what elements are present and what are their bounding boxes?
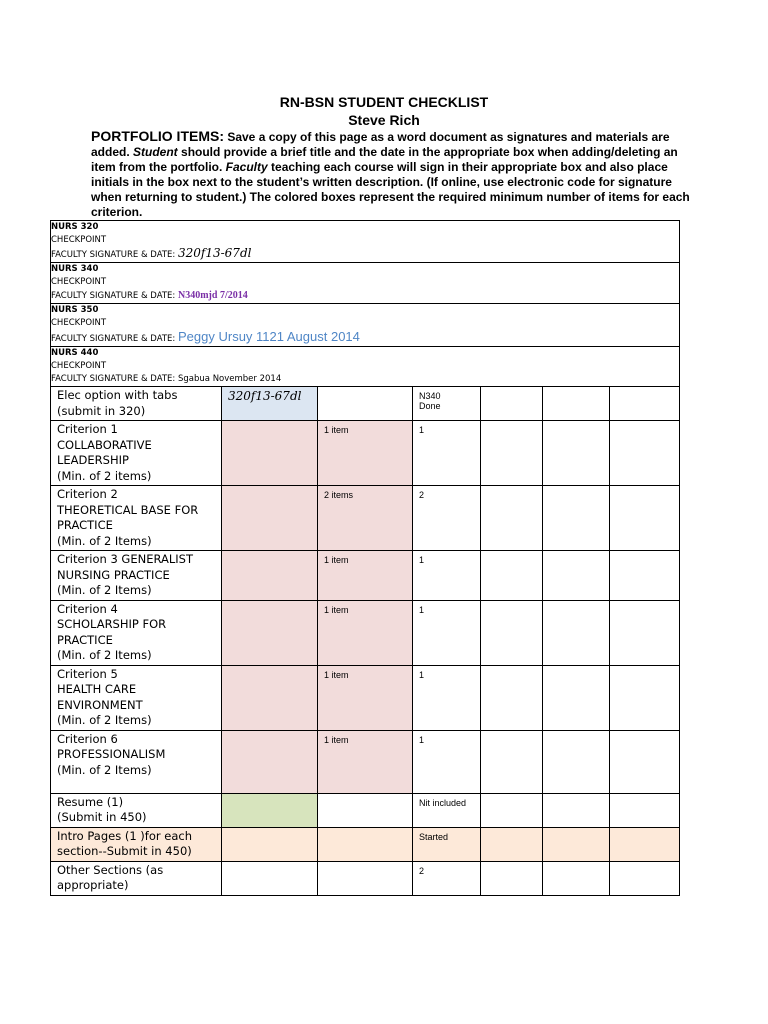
row-label: Intro Pages (1 )for each section--Submit in 450)	[51, 827, 222, 861]
required-cell	[222, 665, 318, 730]
table-row-criterion-1	[51, 421, 680, 486]
signature-cell: 320f13-67dl	[222, 387, 318, 421]
course-row-nurs-350	[51, 304, 680, 347]
empty-cell	[481, 827, 543, 861]
course-code: NURS 320	[51, 222, 99, 232]
item-count-cell: 1 item	[318, 600, 413, 665]
empty-cell	[610, 665, 680, 730]
empty-cell	[543, 600, 610, 665]
note-cell: 1	[413, 551, 481, 601]
empty-cell	[610, 551, 680, 601]
faculty-signature: N340mjd 7/2014	[178, 290, 248, 301]
empty-cell	[543, 861, 610, 895]
empty-cell	[481, 600, 543, 665]
table-row-criterion-2	[51, 486, 680, 551]
empty-cell	[481, 730, 543, 793]
row-label: Criterion 5 HEALTH CARE ENVIRONMENT (Min. of 2 Items)	[51, 665, 222, 730]
portfolio-instructions	[91, 129, 691, 220]
checkpoint-label: CHECKPOINT	[51, 235, 107, 245]
item-count-cell	[318, 861, 413, 895]
row-label: Criterion 2 THEORETICAL BASE FOR PRACTICE (Min. of 2 Items)	[51, 486, 222, 551]
row-label: Other Sections (as appropriate)	[51, 861, 222, 895]
instructions-text-1: Save a copy of this page as a word document as signatures and materials are added.	[91, 130, 670, 159]
note-cell: Nit included	[413, 793, 481, 827]
checkpoint-label: CHECKPOINT	[51, 277, 107, 287]
checkpoint-label: CHECKPOINT	[51, 318, 107, 328]
item-count-cell: 2 items	[318, 486, 413, 551]
empty-cell	[610, 486, 680, 551]
table-row-criterion-5	[51, 665, 680, 730]
table-row-criterion-4	[51, 600, 680, 665]
table-row-criterion-3	[51, 551, 680, 601]
table-row-criterion-6	[51, 730, 680, 793]
course-code: NURS 440	[51, 348, 99, 358]
course-cell	[51, 304, 680, 347]
instructions-text-3: teaching each course will sign in their appropriate box and also place initials in the box next to the student’s written description. (If online, use electronic code for signature when returning to student.) The colored boxes represent the required minimum number of items for each criterion.	[91, 160, 690, 219]
course-row-nurs-340	[51, 263, 680, 304]
item-count-cell: 1 item	[318, 665, 413, 730]
item-count-cell: 1 item	[318, 421, 413, 486]
row-label: Resume (1) (Submit in 450)	[51, 793, 222, 827]
empty-cell	[481, 665, 543, 730]
required-cell	[222, 730, 318, 793]
table-row-other-sections	[51, 861, 680, 895]
course-code: NURS 340	[51, 264, 99, 274]
empty-cell	[610, 730, 680, 793]
row-label: Criterion 3 GENERALIST NURSING PRACTICE (Min. of 2 Items)	[51, 551, 222, 601]
empty-cell	[481, 861, 543, 895]
empty-cell	[481, 551, 543, 601]
table-row-resume	[51, 793, 680, 827]
item-count-cell	[318, 793, 413, 827]
empty-cell	[481, 421, 543, 486]
signature-label: FACULTY SIGNATURE & DATE:	[51, 334, 178, 344]
empty-cell	[610, 861, 680, 895]
signature-label: FACULTY SIGNATURE & DATE:	[51, 250, 178, 260]
table-row-elec-option	[51, 387, 680, 421]
required-cell	[222, 600, 318, 665]
instructions-lead: PORTFOLIO ITEMS:	[91, 128, 224, 144]
note-cell: N340 Done	[413, 387, 481, 421]
empty-cell	[543, 665, 610, 730]
required-cell	[222, 861, 318, 895]
empty-cell	[543, 827, 610, 861]
note-cell: Started	[413, 827, 481, 861]
row-label: Elec option with tabs (submit in 320)	[51, 387, 222, 421]
document-title: RN-BSN STUDENT CHECKLIST	[279, 94, 489, 110]
empty-cell	[610, 600, 680, 665]
row-label: Criterion 4 SCHOLARSHIP FOR PRACTICE (Min. of 2 Items)	[51, 600, 222, 665]
faculty-signature: 320f13-67dl	[178, 246, 252, 260]
item-count-cell	[318, 827, 413, 861]
note-cell: 1	[413, 421, 481, 486]
row-label: Criterion 1 COLLABORATIVE LEADERSHIP (Min. of 2 items)	[51, 421, 222, 486]
course-code: NURS 350	[51, 305, 99, 315]
item-count-cell	[318, 387, 413, 421]
empty-cell	[543, 486, 610, 551]
empty-cell	[543, 421, 610, 486]
signature-label: FACULTY SIGNATURE & DATE:	[51, 291, 178, 301]
note-cell: 1	[413, 665, 481, 730]
item-count-cell: 1 item	[318, 730, 413, 793]
table-row-intro-pages	[51, 827, 680, 861]
empty-cell	[481, 486, 543, 551]
empty-cell	[481, 793, 543, 827]
checkpoint-label: CHECKPOINT	[51, 361, 107, 371]
course-cell	[51, 263, 680, 304]
row-label: Criterion 6 PROFESSIONALISM (Min. of 2 Items)	[51, 730, 222, 793]
empty-cell	[543, 730, 610, 793]
instructions-faculty: Faculty	[225, 160, 268, 174]
faculty-signature: Peggy Ursuy 1121 August 2014	[178, 329, 360, 344]
instructions-student: Student	[133, 145, 178, 159]
course-row-nurs-440	[51, 347, 680, 387]
note-cell: 2	[413, 486, 481, 551]
course-cell	[51, 221, 680, 263]
empty-cell	[610, 827, 680, 861]
note-cell: 1	[413, 600, 481, 665]
empty-cell	[481, 387, 543, 421]
signature-label: FACULTY SIGNATURE & DATE:	[51, 374, 178, 384]
instructions-text-2: should provide a brief title and the date in the appropriate box when adding/deleting an item from the portfolio.	[91, 145, 678, 174]
empty-cell	[543, 551, 610, 601]
required-cell	[222, 793, 318, 827]
faculty-signature: Sgabua November 2014	[178, 374, 282, 384]
student-name: Steve Rich	[348, 112, 420, 128]
course-row-nurs-320	[51, 221, 680, 263]
required-cell	[222, 421, 318, 486]
empty-cell	[610, 387, 680, 421]
checklist-table	[50, 220, 680, 896]
empty-cell	[543, 793, 610, 827]
empty-cell	[610, 793, 680, 827]
required-cell	[222, 551, 318, 601]
empty-cell	[610, 421, 680, 486]
item-count-cell: 1 item	[318, 551, 413, 601]
note-cell: 2	[413, 861, 481, 895]
empty-cell	[543, 387, 610, 421]
note-cell: 1	[413, 730, 481, 793]
course-cell	[51, 347, 680, 387]
required-cell	[222, 486, 318, 551]
required-cell	[222, 827, 318, 861]
